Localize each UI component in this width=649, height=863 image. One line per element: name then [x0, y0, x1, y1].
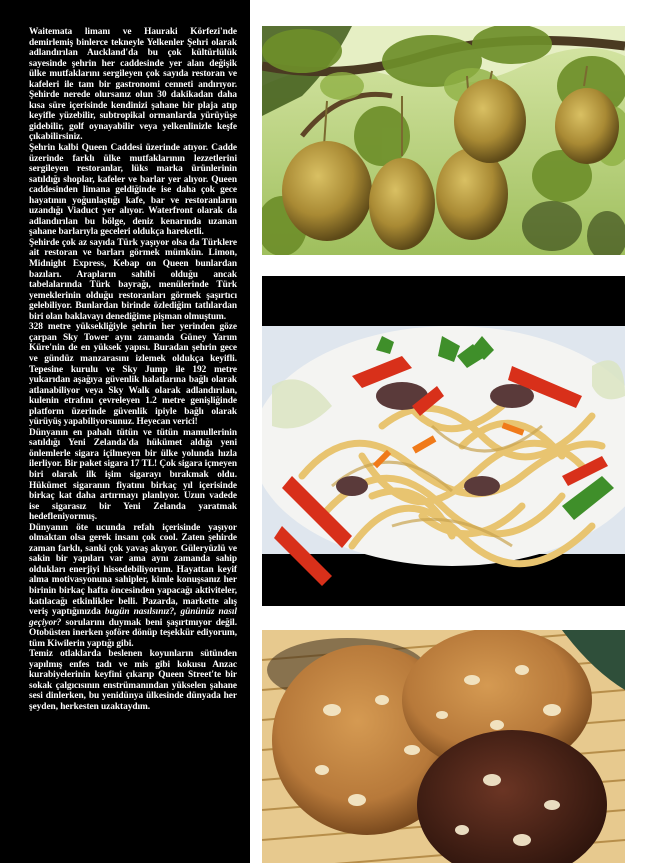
paragraph-anzac: Temiz otlaklarda beslenen koyunların sütünden yapılmış enfes tadı ve mis gibi kokusu Anzac kurabiyelerinin keyfini çıkarıp Queen Street'te bir sokak çalgıcısının enstrümanından yükselen şahane sesi dinlerken, bu yenidünya ülkesinde dünyada her şeyden, herkesten uzaktaydım.: [29, 649, 237, 712]
cookies-photo: [262, 630, 625, 863]
paragraph-kiwi-people-text: Dünyanın öte ucunda refah içerisinde yaşıyor olmaktan olsa gerek insanı çok cool. Zaten şehirde zaman farklı, sanki çok yavaş akıyor. Güleryüzlü ve sakin bir yapıları var ama aynı zamanda sahip oldukları enerjiyi hissedebiliyorum. Hayattan keyif alma motivasyonuna sahipler, kimle konuşsanız her birinin birkaç hafta öncesinden yapacağı aktiviteler, katılacağı etkinlikler belli. Pazarda, markette alış veriş yaptığınızda: [29, 522, 237, 618]
paragraph-intro: Waitemata limanı ve Hauraki Körfezi'nde demirlemiş binlerce tekneyle Yelkenler Şehri olarak adlandırılan Auckland'da bu çok kültürlülük sayesinde şehrin her caddesinde yer alan değişik ülke mutfaklarını sergileyen çok sayıda restoran ve kafeleri ile tam bir gastronomi cenneti andırıyor. Şehirde nerede olursanız olun 30 dakikadan daha kısa süre içerisinde kendinizi şahane bir plaja atıp keyifle yüzebilir, subtropikal ormanlarda yürüyüşe gidebilir, golf oynayabilir veya yelkenlinizle keşfe çıkabilirsiniz.: [29, 27, 237, 143]
noodles-photo: [262, 276, 625, 606]
paragraph-kiwi-people-tail: sorularını duymak beni şaşırtmıyor değil. Otobüsten inerken şoföre dönüp teşekkür ediyorum, tüm Kiwilerin yaptığı gibi.: [29, 617, 237, 649]
noodles-illustration: [262, 276, 625, 606]
kiwi-illustration: [262, 26, 625, 255]
article-body: [29, 27, 237, 713]
cookies-illustration: [262, 630, 625, 863]
paragraph-queen-street: Şehrin kalbi Queen Caddesi üzerinde atıyor. Cadde üzerinde farklı ülke mutfaklarının lezzetlerini sergileyen restoranlar, lüks marka ürünlerinin satıldığı shoplar, kafeler ve barlar yer alıyor. Queen caddesinden limana geldiğinde ise daha çok gece hayatının yoğunlaştığı kafe, bar ve restoranların uzandığı Viaduct yer alıyor. Waterfront olarak da adlandırılan bu bölge, deniz kenarında uzanan şahane barlarıyla geceleri oldukça hareketli.: [29, 143, 237, 238]
paragraph-sky-tower: 328 metre yüksekliğiyle şehrin her yerinden göze çarpan Sky Tower aynı zamanda Güney Yarım Küre'nin de en yüksek yapısı. Buradan şehrin gece ve gündüz manzarasını izlemek oldukça keyifli. Tepesine kurulu ve Sky Jump ile 192 metre yukarıdan aşağıya güvenlik halatlarına bağlı olarak atlanabiliyor veya Sky Walk olarak adlandırılan, kulenin etrafını çevreleyen 1.2 metre genişliğinde platform üzerinde güvenlik ipiyle bağlı olarak yürüyüş yapabiliyorsunuz. Heyecan verici!: [29, 322, 237, 428]
paragraph-tobacco: Dünyanın en pahalı tütün ve tütün mamullerinin satıldığı Yeni Zelanda'da hükümet aldığı yeni önlemlerle sigara içilmeyen bir ülke yolunda hızla ilerliyor. Bir paket sigara 17 TL! Çok sigara içmeyen biri olarak ilk işim sigarayı bırakmak oldu. Hükümet sigaranın fiyatını birkaç yıl içerisinde birkaç kat daha artırmayı planlıyor. Uzun vadede ise sigarasız bir Yeni Zelanda yaratmak hedefleniyormuş.: [29, 427, 237, 523]
greeting-quote: bugün nasılsınız?, gününüz nasıl geçiyor?: [29, 607, 237, 628]
text-column: [0, 0, 250, 863]
paragraph-turkish-restaurants: Şehirde çok az sayıda Türk yaşıyor olsa da Türklere ait restoran ve barları görmek mümkün. Limon, Midnight Express, Kebap on Queen bunlardan bazıları. Arapların sahibi olduğu ancak tabelalarında Türk bayrağı, menülerinde Türk yemeklerinin olduğu restoranları görmek şaşırtıcı gelebiliyor. Bunlardan birinde özlediğim tatlılardan biri olan baklavayı denediğime pişman olmuştum.: [29, 237, 237, 322]
kiwi-photo: [262, 26, 625, 255]
paragraph-kiwi-people: [29, 523, 237, 650]
